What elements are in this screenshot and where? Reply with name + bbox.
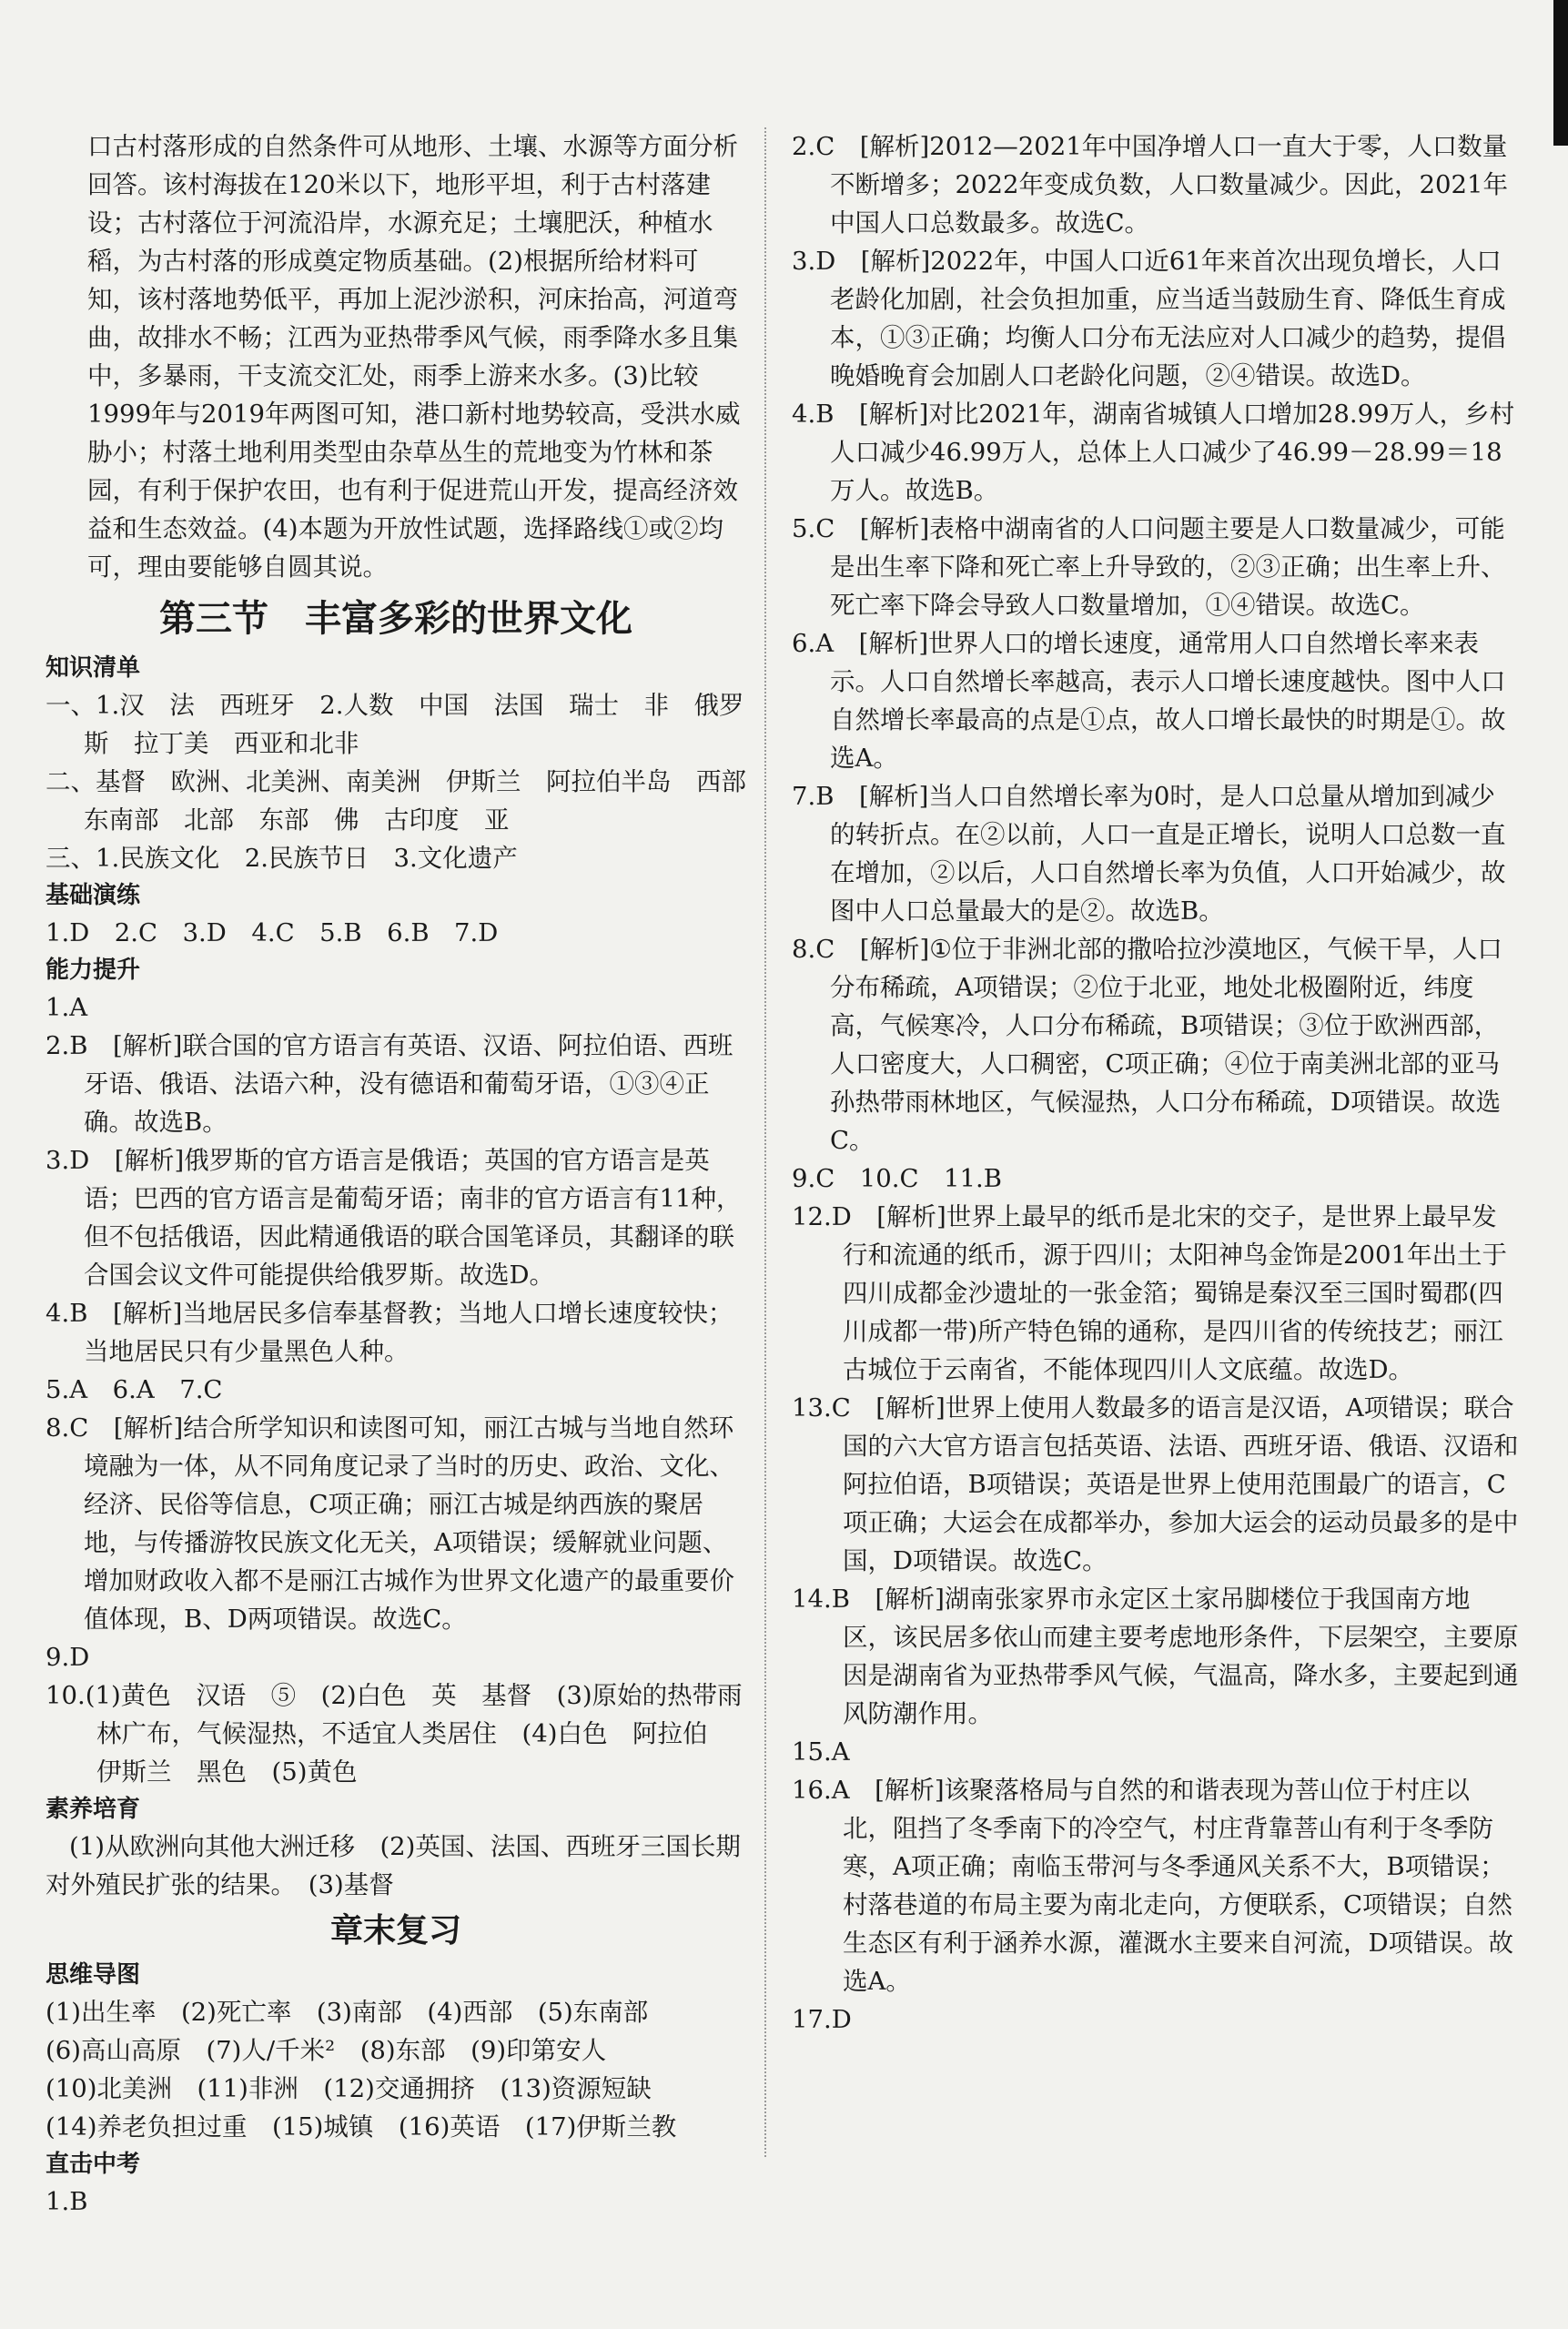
answer-item: 14.B [解析]湖南张家界市永定区土家吊脚楼位于我国南方地区，该民居多依山而建主要考虑地形条件，下层架空，主要原因是湖南省为亚热带季风气候，气温高，降水多，主要起到通风防潮作用。	[792, 1585, 1519, 1728]
right-column	[792, 127, 1520, 2039]
column-divider	[764, 127, 766, 2157]
answer-item: 2.C [解析]2012—2021年中国净增人口一直大于零，人口数量不断增多；2022年变成负数，人口数量减少。因此，2021年中国人口总数最多。故选C。	[792, 132, 1508, 238]
literacy-answers: (1)从欧洲向其他大洲迁移 (2)英国、法国、西班牙三国长期对外殖民扩张的结果。 (3)基督	[46, 1832, 741, 1899]
intro-paragraph: 口古村落形成的自然条件可从地形、土壤、水源等方面分析回答。该村海拔在120米以下，地形平坦，利于古村落建设；古村落位于河流沿岸，水源充足；土壤肥沃，种植水稻，为古村落的形成奠定物质基础。(2)根据所给材料可知，该村落地势低平，再加上泥沙淤积，河床抬高，河道弯曲，故排水不畅；江西为亚热带季风气候，雨季降水多且集中，多暴雨，干支流交汇处，雨季上游来水多。(3)比较1999年与2019年两图可知，港口新村地势较高，受洪水威胁小；村落土地利用类型由杂草丛生的荒地变为竹林和茶园，有利于保护农田，也有利于促进荒山开发，提高经济效益和生态效益。(4)本题为开放性试题，选择路线①或②均可，理由要能够自圆其说。	[87, 132, 741, 582]
ability-heading: 能力提升	[46, 957, 141, 984]
basic-heading: 基础演练	[46, 882, 141, 909]
answer-item: 5.C [解析]表格中湖南省的人口问题主要是人口数量减少，可能是出生率下降和死亡率上升导致的，②③正确；出生率上升、死亡率下降会导致人口数量增加，①④错误。故选C。	[792, 514, 1506, 620]
answer-item: 3.D [解析]2022年，中国人口近61年来首次出现负增长，人口老龄化加剧，社会负担加重，应当适当鼓励生育、降低生育成本，①③正确；均衡人口分布无法应对人口减少的趋势，提倡晚婚晚育会加剧人口老龄化问题，②④错误。故选D。	[792, 247, 1506, 390]
answer-item: 16.A [解析]该聚落格局与自然的和谐表现为菩山位于村庄以北，阻挡了冬季南下的冷空气，村庄背靠菩山有利于冬季防寒，A项正确；南临玉带河与冬季通风关系不大，B项错误；村落巷道的布局主要为南北走向，方便联系，C项错误；自然生态区有利于涵养水源，灌溉水主要来自河流，D项错误。故选A。	[792, 1776, 1514, 1996]
knowledge-item-3: 三、1.民族文化 2.民族节日 3.文化遗产	[46, 844, 518, 873]
section-title: 第三节 丰富多彩的世界文化	[159, 598, 632, 640]
chapter-title: 章末复习	[329, 1912, 461, 1949]
answer-item: 8.C [解析]结合所学知识和读图可知，丽江古城与当地自然环境融为一体，从不同角度记录了当时的历史、政治、文化、经济、民俗等信息，C项正确；丽江古城是纳西族的聚居地，与传播游牧民族文化无关，A项错误；缓解就业问题、增加财政收入都不是丽江古城作为世界文化遗产的最重要价值体现，B、D两项错误。故选C。	[46, 1413, 734, 1634]
answer-item: 10.(1)黄色 汉语 ⑤ (2)白色 英 基督 (3)原始的热带雨林广布，气候湿热，不适宜人类居住 (4)白色 阿拉伯 伊斯兰 黑色 (5)黄色	[46, 1681, 743, 1787]
literacy-heading: 素养培育	[46, 1796, 141, 1823]
knowledge-item-2: 二、基督 欧洲、北美洲、南美洲 伊斯兰 阿拉伯半岛 西部 东南部 北部 东部 佛 古印度 亚	[46, 767, 772, 835]
exam-heading: 直击中考	[46, 2151, 141, 2178]
page-edge-bar	[1553, 0, 1568, 146]
answer-item: 8.C [解析]①位于非洲北部的撒哈拉沙漠地区，气候干旱，人口分布稀疏，A项错误；②位于北亚，地处北极圈附近，纬度高，气候寒冷，人口分布稀疏，B项错误；③位于欧洲西部，人口密度大，人口稠密，C项正确；④位于南美洲北部的亚马孙热带雨林地区，气候湿热，人口分布稀疏，D项错误。故选C。	[792, 935, 1502, 1155]
answer-item: 1.B	[46, 2187, 88, 2216]
answer-item: 4.B [解析]对比2021年，湖南省城镇人口增加28.99万人，乡村人口减少46.99万人，总体上人口减少了46.99－28.99＝18万人。故选B。	[792, 400, 1515, 505]
answer-item: 5.A 6.A 7.C	[46, 1375, 223, 1404]
answer-item: 13.C [解析]世界上使用人数最多的语言是汉语，A项错误；联合国的六大官方语言包括英语、法语、西班牙语、俄语、汉语和阿拉伯语，B项错误；英语是世界上使用范围最广的语言，C项正确；大运会在成都举办，参加大运会的运动员最多的是中国，D项错误。故选C。	[792, 1393, 1519, 1575]
answer-item: 1.A	[46, 993, 88, 1022]
answer-item: 15.A	[792, 1737, 850, 1767]
answer-item: 17.D	[792, 2005, 852, 2034]
mindmap-heading: 思维导图	[46, 1961, 141, 1989]
mindmap-line: (1)出生率 (2)死亡率 (3)南部 (4)西部 (5)东南部	[46, 1998, 649, 2027]
basic-answers: 1.D 2.C 3.D 4.C 5.B 6.B 7.D	[46, 918, 499, 947]
answer-item: 7.B [解析]当人口自然增长率为0时，是人口总量从增加到减少的转折点。在②以前，人口一直是正增长，说明人口总数一直在增加，②以后，人口自然增长率为负值，人口开始减少，故图中人口总量最大的是②。故选B。	[792, 782, 1506, 926]
answer-item: 3.D [解析]俄罗斯的官方语言是俄语；英国的官方语言是英语；巴西的官方语言是葡萄牙语；南非的官方语言有11种，但不包括俄语，因此精通俄语的联合国笔译员，其翻译的联合国会议文件可能提供给俄罗斯。故选D。	[46, 1146, 742, 1290]
answer-item: 2.B [解析]联合国的官方语言有英语、汉语、阿拉伯语、西班牙语、俄语、法语六种，没有德语和葡萄牙语，①③④正确。故选B。	[46, 1031, 733, 1137]
answer-item: 9.C 10.C 11.B	[792, 1164, 1002, 1193]
answer-item: 6.A [解析]世界人口的增长速度，通常用人口自然增长率来表示。人口自然增长率越高，表示人口增长速度越快。图中人口自然增长率最高的点是①点，故人口增长最快的时期是①。故选A。	[792, 629, 1506, 773]
answer-item: 4.B [解析]当地居民多信奉基督教；当地人口增长速度较快；当地居民只有少量黑色人种。	[46, 1299, 733, 1366]
knowledge-heading: 知识清单	[46, 654, 141, 682]
mindmap-line: (6)高山高原 (7)人/千米² (8)东部 (9)印第安人	[46, 2036, 607, 2065]
answer-item: 9.D	[46, 1643, 90, 1672]
answer-item: 12.D [解析]世界上最早的纸币是北宋的交子，是世界上最早发行和流通的纸币，源于四川；太阳神鸟金饰是2001年出土于四川成都金沙遗址的一张金箔；蜀锦是秦汉至三国时蜀郡(四川成都一带)所产特色锦的通称，是四川省的传统技艺；丽江古城位于云南省，不能体现四川人文底蕴。故选D。	[792, 1202, 1507, 1384]
knowledge-item-1: 一、1.汉 法 西班牙 2.人数 中国 法国 瑞士 非 俄罗斯 拉丁美 西亚和北非	[46, 691, 744, 758]
mindmap-line: (10)北美洲 (11)非洲 (12)交通拥挤 (13)资源短缺	[46, 2074, 652, 2103]
left-column	[46, 127, 772, 2221]
mindmap-line: (14)养老负担过重 (15)城镇 (16)英语 (17)伊斯兰教	[46, 2112, 677, 2142]
